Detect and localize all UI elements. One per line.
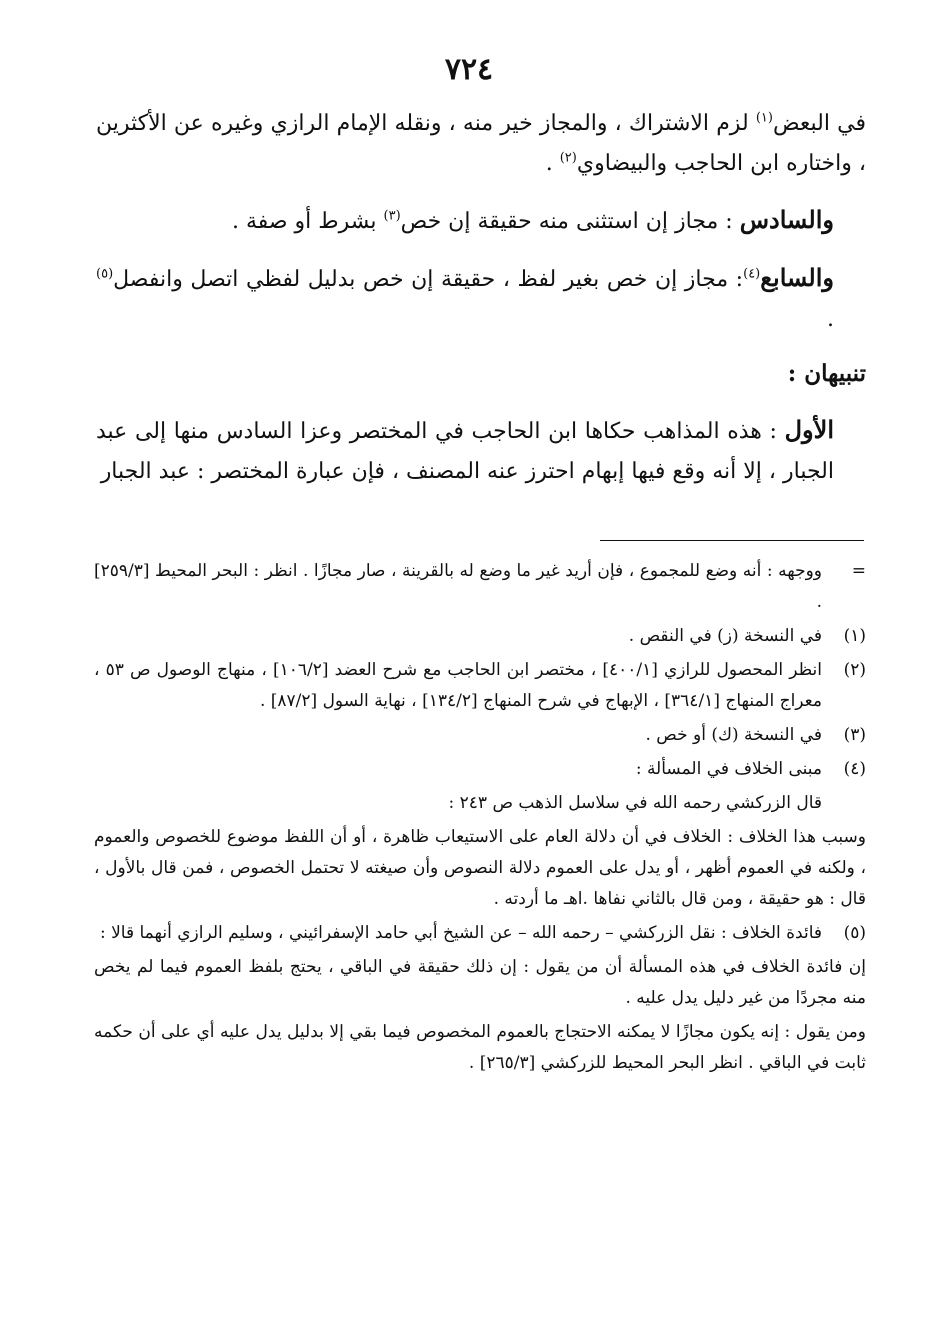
term-first: الأول (784, 415, 834, 444)
paragraph-seventh (96, 258, 866, 340)
footnote-ref-3[interactable]: (٣) (383, 208, 401, 224)
paragraph-1 (96, 104, 866, 184)
paragraph-seventh-part-a: : مجاز إن خص بغير لفظ ، حقيقة إن خص بدليل لفظي اتصل وانفصل (113, 267, 744, 292)
paragraph-first-note-text: : هذه المذاهب حكاها ابن الحاجب في المختصر وعزا السادس منها إلى عبد الجبار ، إلا أنه وقع فيها إبهام احترز عنه المصنف ، فإن عبارة المختصر : عبد الجبار (96, 419, 834, 484)
paragraph-sixth-part-b: بشرط أو صفة . (231, 209, 384, 234)
paragraph-seventh-part-b: . (827, 307, 834, 332)
footnote-2 (94, 655, 866, 717)
footnotes (94, 556, 866, 1082)
footnote-5-text: فائدة الخلاف : نقل الزركشي – رحمه الله – عن الشيخ أبي حامد الإسفرائيني ، وسليم الرازي أنهما قالا : (99, 923, 822, 943)
footnote-continued-text: ووجهه : أنه وضع للمجموع ، فإن أريد غير ما وضع له بالقرينة ، صار مجازًا . انظر : البحر المحيط [٢٥٩/٣] . (94, 561, 822, 612)
footnote-continued-mark: = (851, 561, 866, 581)
footnote-4-text: مبنى الخلاف في المسألة : (635, 759, 822, 779)
footnote-2-mark: (٢) (843, 660, 866, 680)
footnote-5 (94, 918, 866, 949)
footnote-4 (94, 754, 866, 785)
footnote-2-text: انظر المحصول للرازي [٤٠٠/١] ، مختصر ابن الحاجب مع شرح العضد [١٠٦/٢] ، منهاج الوصول ص ٥٣ ، معراج المنهاج [٣٦٤/١] ، الإبهاج في شرح المنهاج [١٣٤/٢] ، نهاية السول [٨٧/٢] . (94, 660, 822, 711)
footnote-5-mark: (٥) (843, 923, 866, 943)
footnote-ref-1[interactable]: (١) (755, 110, 773, 126)
footnote-separator (600, 540, 864, 541)
term-seventh: والسابع (760, 263, 834, 292)
paragraph-sixth-part-a: : مجاز إن استثنى منه حقيقة إن خص (400, 209, 733, 234)
footnote-5-quote-1: إن فائدة الخلاف في هذه المسألة أن من يقول : إن ذلك حقيقة في الباقي ، يحتج بلفظ العموم فيما لم يخص منه مجردًا من غير دليل يدل عليه . (94, 957, 866, 1008)
footnote-continued (94, 556, 866, 618)
page-number: ٧٢٤ (444, 52, 494, 87)
footnote-4-mark: (٤) (843, 759, 866, 779)
footnote-3 (94, 720, 866, 751)
paragraph-1-part-c: . (545, 151, 560, 176)
paragraph-1-part-a: في البعض (772, 111, 866, 136)
footnote-1-text: في النسخة (ز) في النقص . (628, 626, 822, 646)
paragraph-first-note (96, 410, 866, 492)
section-heading: تنبيهان : (787, 360, 866, 387)
footnote-5-quote-2: ومن يقول : إنه يكون مجازًا لا يمكنه الاحتجاج بالعموم المخصوص فيما بقي إلا بدليل يدل عليه أي على أن حكمه ثابت في الباقي . انظر البحر المحيط للزركشي [٢٦٥/٣] . (94, 1022, 866, 1073)
main-text (96, 104, 866, 492)
footnote-4-quote-intro: قال الزركشي رحمه الله في سلاسل الذهب ص ٢٤٣ : (448, 793, 822, 813)
footnote-3-text: في النسخة (ك) أو خص . (645, 725, 822, 745)
footnote-4-quote: وسبب هذا الخلاف : الخلاف في أن دلالة العام على الاستيعاب ظاهرة ، أو أن اللفظ موضوع للخصوص والعموم ، ولكنه في العموم أظهر ، أو يدل على العموم دلالة النصوص وأن صيغته لا تحتمل الخصوص ، فمن قال بالأول ، قال : هو حقيقة ، ومن قال بالثاني نفاها .اهـ ما أردته . (94, 827, 866, 909)
paragraph-1-part-b: لزم الاشتراك ، والمجاز خير منه ، ونقله الإمام الرازي وغيره عن الأكثرين ، واختاره ابن الحاجب والبيضاوي (96, 111, 866, 176)
footnote-ref-2[interactable]: (٢) (559, 150, 577, 166)
footnote-ref-5[interactable]: (٥) (96, 266, 114, 282)
footnote-ref-4[interactable]: (٤) (743, 266, 761, 282)
footnote-1 (94, 621, 866, 652)
paragraph-sixth (96, 200, 866, 242)
footnote-3-mark: (٣) (843, 725, 866, 745)
footnote-1-mark: (١) (843, 626, 866, 646)
term-sixth: والسادس (739, 205, 834, 234)
